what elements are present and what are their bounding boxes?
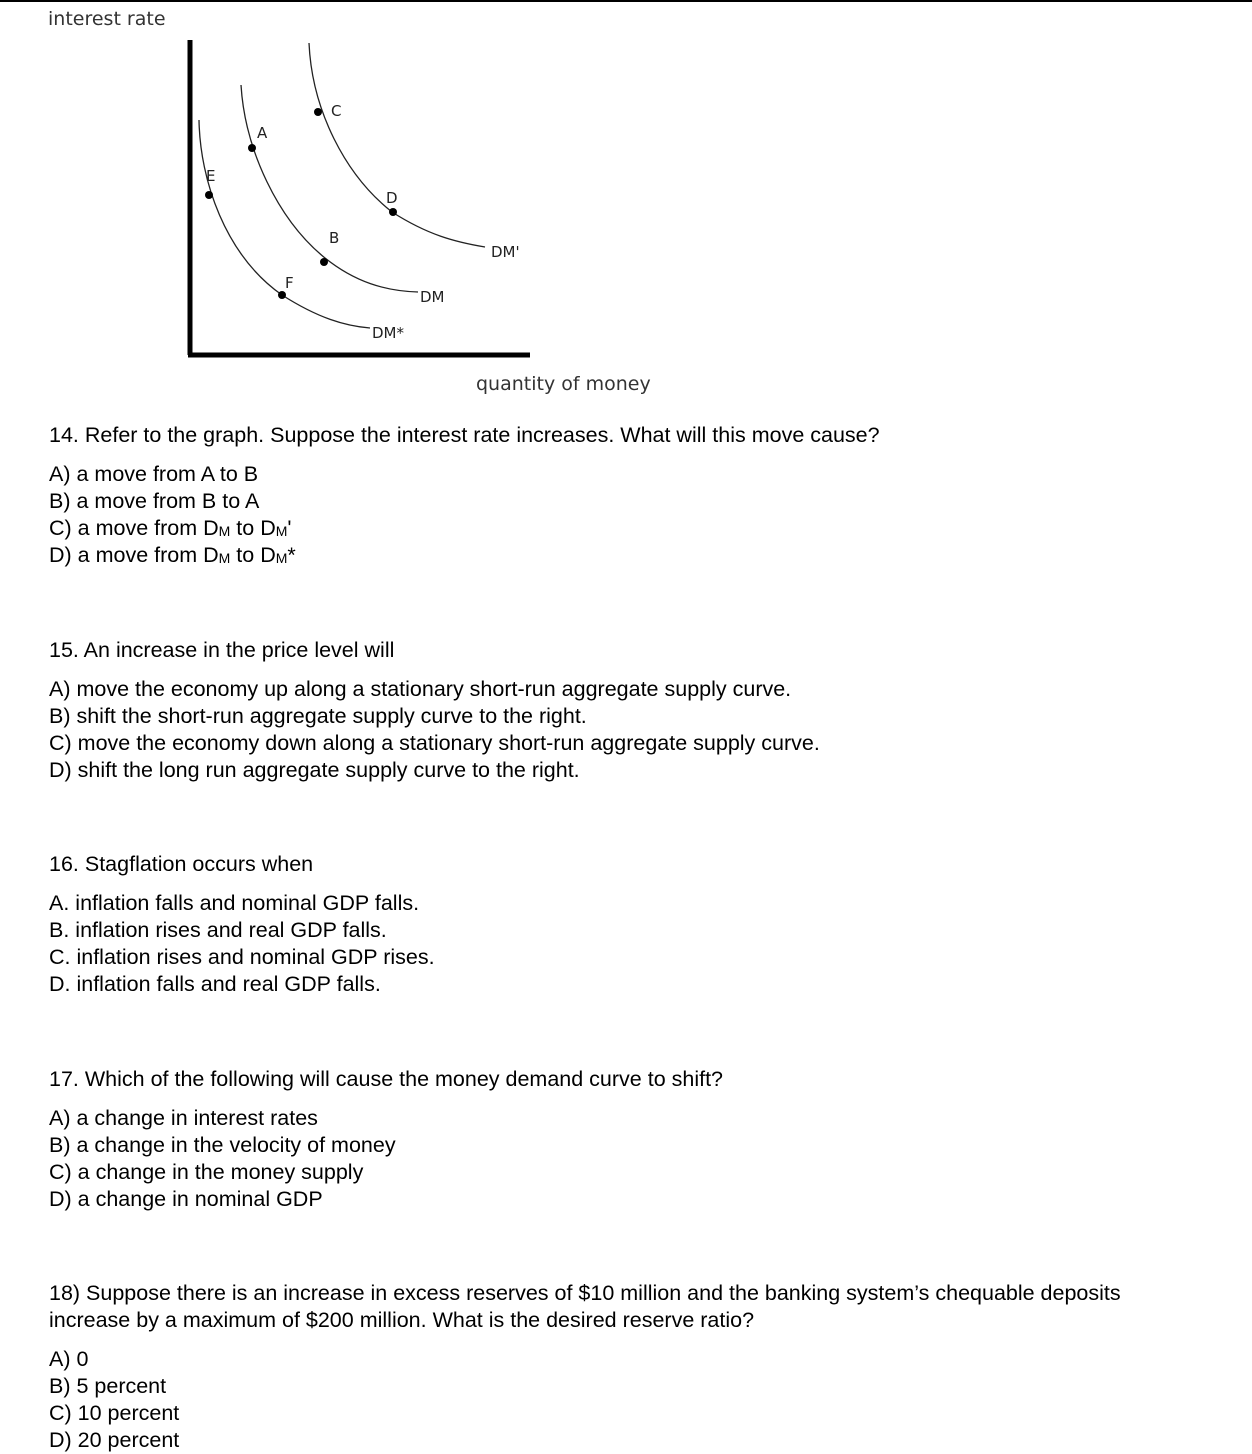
option-a: A) move the economy up along a stationary short-run aggregate supply curve. (49, 677, 792, 701)
label-f: F (285, 274, 294, 292)
label-dm-prime: DM' (491, 243, 520, 261)
option-b: B) shift the short-run aggregate supply curve to the right. (49, 704, 587, 728)
question-14 (49, 422, 880, 569)
option-b: B) a move from B to A (49, 489, 260, 513)
question-16 (49, 851, 435, 998)
point-f (278, 291, 286, 299)
point-c (314, 108, 322, 116)
option-d: D) a change in nominal GDP (49, 1187, 323, 1211)
question-stem: 14. Refer to the graph. Suppose the interest rate increases. What will this move cause? (49, 423, 880, 447)
option-c: C) a change in the money supply (49, 1160, 364, 1184)
question-stem: 16. Stagflation occurs when (49, 852, 314, 876)
point-b (320, 258, 328, 266)
option-a: A) a change in interest rates (49, 1106, 318, 1130)
question-stem: 15. An increase in the price level will (49, 638, 395, 662)
label-a: A (257, 124, 268, 142)
point-a (248, 144, 256, 152)
label-e: E (206, 167, 216, 185)
y-axis-label: interest rate (48, 8, 166, 30)
question-15 (49, 637, 820, 784)
option-d: D) shift the long run aggregate supply curve to the right. (49, 758, 580, 782)
option-d: D. inflation falls and real GDP falls. (49, 972, 381, 996)
money-demand-graph (0, 0, 600, 400)
option-a: A. inflation falls and nominal GDP falls. (49, 891, 420, 915)
option-a: A) 0 (49, 1347, 89, 1371)
curve-dm-prime (309, 43, 485, 247)
option-c: C. inflation rises and nominal GDP rises. (49, 945, 435, 969)
option-c: C) a move from $D_M$ to $D_M'$ (49, 516, 292, 540)
point-e (205, 191, 213, 199)
question-17 (49, 1066, 723, 1213)
question-18 (49, 1280, 1189, 1454)
option-b: B) 5 percent (49, 1374, 167, 1398)
label-b: B (329, 229, 340, 247)
option-c: C) 10 percent (49, 1401, 180, 1425)
option-a: A) a move from A to B (49, 462, 259, 486)
option-b: B) a change in the velocity of money (49, 1133, 396, 1157)
option-c: C) move the economy down along a stationary short-run aggregate supply curve. (49, 731, 820, 755)
point-d (389, 208, 397, 216)
x-axis-label: quantity of money (476, 373, 651, 395)
label-d: D (386, 189, 398, 207)
question-stem: 18) Suppose there is an increase in excess reserves of $10 million and the banking system’s chequable deposits increase by a maximum of $200 million. What is the desired reserve ratio? (49, 1281, 1121, 1332)
question-stem: 17. Which of the following will cause the money demand curve to shift? (49, 1067, 724, 1091)
option-d: D) a move from $D_M$ to $D_M*$ (49, 543, 296, 567)
label-c: C (331, 102, 342, 120)
label-dm-star: DM* (372, 324, 404, 342)
label-dm: DM (420, 288, 445, 306)
option-b: B. inflation rises and real GDP falls. (49, 918, 387, 942)
option-d: D) 20 percent (49, 1428, 180, 1452)
